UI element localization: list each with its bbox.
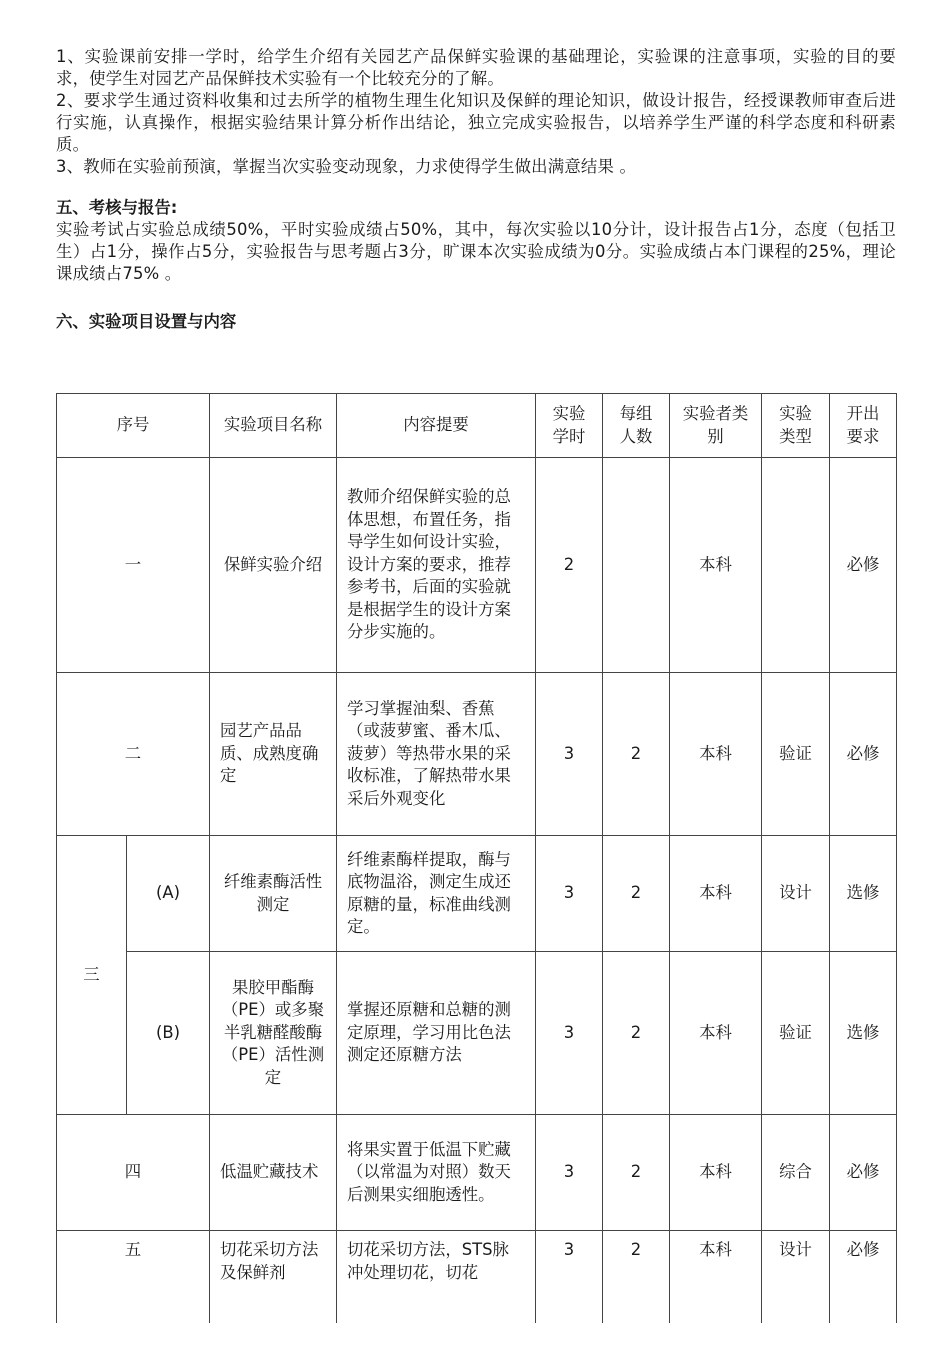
paragraph-3: 3、教师在实验前预演，掌握当次实验变动现象，力求使得学生做出满意结果 。 [56, 157, 637, 176]
section-6-heading: 六、实验项目设置与内容 [56, 312, 237, 331]
row-seq: 一 [57, 458, 210, 673]
row-group: 2 [603, 1231, 670, 1324]
row-content: 学习掌握油梨、香蕉（或菠萝蜜、番木瓜、菠萝）等热带水果的采收标准，了解热带水果采后外观变化 [337, 673, 536, 836]
row-group: 2 [603, 1115, 670, 1231]
row-type: 验证 [762, 952, 830, 1115]
header-requirement: 开出要求 [830, 394, 897, 458]
header-seq: 序号 [57, 394, 210, 458]
row-name: 园艺产品品质、成熟度确定 [210, 673, 337, 836]
row-hours: 2 [536, 458, 603, 673]
row-hours: 3 [536, 1115, 603, 1231]
table-row [57, 673, 897, 836]
row-category: 本科 [670, 1231, 762, 1324]
row-type: 综合 [762, 1115, 830, 1231]
row-hours: 3 [536, 836, 603, 952]
row-requirement: 必修 [830, 673, 897, 836]
row-requirement: 必修 [830, 1115, 897, 1231]
row-type: 验证 [762, 673, 830, 836]
row-content: 纤维素酶样提取，酶与底物温浴，测定生成还原糖的量，标准曲线测定。 [337, 836, 536, 952]
table-row [57, 952, 897, 1115]
row-hours: 3 [536, 673, 603, 836]
row-name: 保鲜实验介绍 [210, 458, 337, 673]
row-requirement: 选修 [830, 836, 897, 952]
row-name: 纤维素酶活性测定 [210, 836, 337, 952]
row-sub-seq: (B) [127, 952, 210, 1115]
paragraph-1: 1、实验课前安排一学时，给学生介绍有关园艺产品保鲜实验课的基础理论，实验课的注意事项，实验的目的要求，使学生对园艺产品保鲜技术实验有一个比较充分的了解。 [56, 47, 896, 88]
header-category: 实验者类别 [670, 394, 762, 458]
header-type: 实验类型 [762, 394, 830, 458]
row-group: 2 [603, 836, 670, 952]
row-type: 设计 [762, 1231, 830, 1324]
paragraph-2: 2、要求学生通过资料收集和过去所学的植物生理生化知识及保鲜的理论知识，做设计报告，经授课教师审查后进行实施，认真操作，根据实验结果计算分析作出结论，独立完成实验报告，以培养学生严谨的科学态度和科研素质。 [56, 91, 896, 154]
row-sub-seq: (A) [127, 836, 210, 952]
row-requirement: 必修 [830, 458, 897, 673]
header-hours: 实验学时 [536, 394, 603, 458]
table-row [57, 458, 897, 673]
table-row [57, 1231, 897, 1324]
row-name: 低温贮藏技术 [210, 1115, 337, 1231]
section-5-text: 实验考试占实验总成绩50%，平时实验成绩占50%，其中，每次实验以10分计，设计报告占1分，态度（包括卫生）占1分，操作占5分，实验报告与思考题占3分，旷课本次实验成绩为0分。实验成绩占本门课程的25%，理论课成绩占75% 。 [56, 220, 896, 283]
row-category: 本科 [670, 1115, 762, 1231]
experiment-table [56, 393, 897, 1323]
table-row [57, 1115, 897, 1231]
row-type [762, 458, 830, 673]
header-group: 每组人数 [603, 394, 670, 458]
table-header-row [57, 394, 897, 458]
row-category: 本科 [670, 952, 762, 1115]
document-body [56, 46, 896, 333]
row-category: 本科 [670, 458, 762, 673]
row-group: 2 [603, 952, 670, 1115]
row-requirement: 选修 [830, 952, 897, 1115]
row-category: 本科 [670, 836, 762, 952]
header-content: 内容提要 [337, 394, 536, 458]
row-content: 将果实置于低温下贮藏（以常温为对照）数天后测果实细胞透性。 [337, 1115, 536, 1231]
row-name: 果胶甲酯酶（PE）或多聚半乳糖醛酸酶（PE）活性测定 [210, 952, 337, 1115]
row-content: 教师介绍保鲜实验的总体思想，布置任务，指导学生如何设计实验，设计方案的要求，推荐参考书，后面的实验就是根据学生的设计方案分步实施的。 [337, 458, 536, 673]
row-seq: 三 [57, 836, 127, 1115]
row-group: 2 [603, 673, 670, 836]
row-content: 掌握还原糖和总糖的测定原理，学习用比色法测定还原糖方法 [337, 952, 536, 1115]
row-hours: 3 [536, 1231, 603, 1324]
header-name: 实验项目名称 [210, 394, 337, 458]
row-group [603, 458, 670, 673]
row-type: 设计 [762, 836, 830, 952]
row-name: 切花采切方法及保鲜剂 [210, 1231, 337, 1324]
row-hours: 3 [536, 952, 603, 1115]
row-seq: 二 [57, 673, 210, 836]
row-seq: 四 [57, 1115, 210, 1231]
section-5-heading: 五、考核与报告: [56, 198, 178, 217]
row-content: 切花采切方法，STS脉冲处理切花，切花 [337, 1231, 536, 1324]
row-category: 本科 [670, 673, 762, 836]
row-requirement: 必修 [830, 1231, 897, 1324]
table-row [57, 836, 897, 952]
row-seq: 五 [57, 1231, 210, 1324]
